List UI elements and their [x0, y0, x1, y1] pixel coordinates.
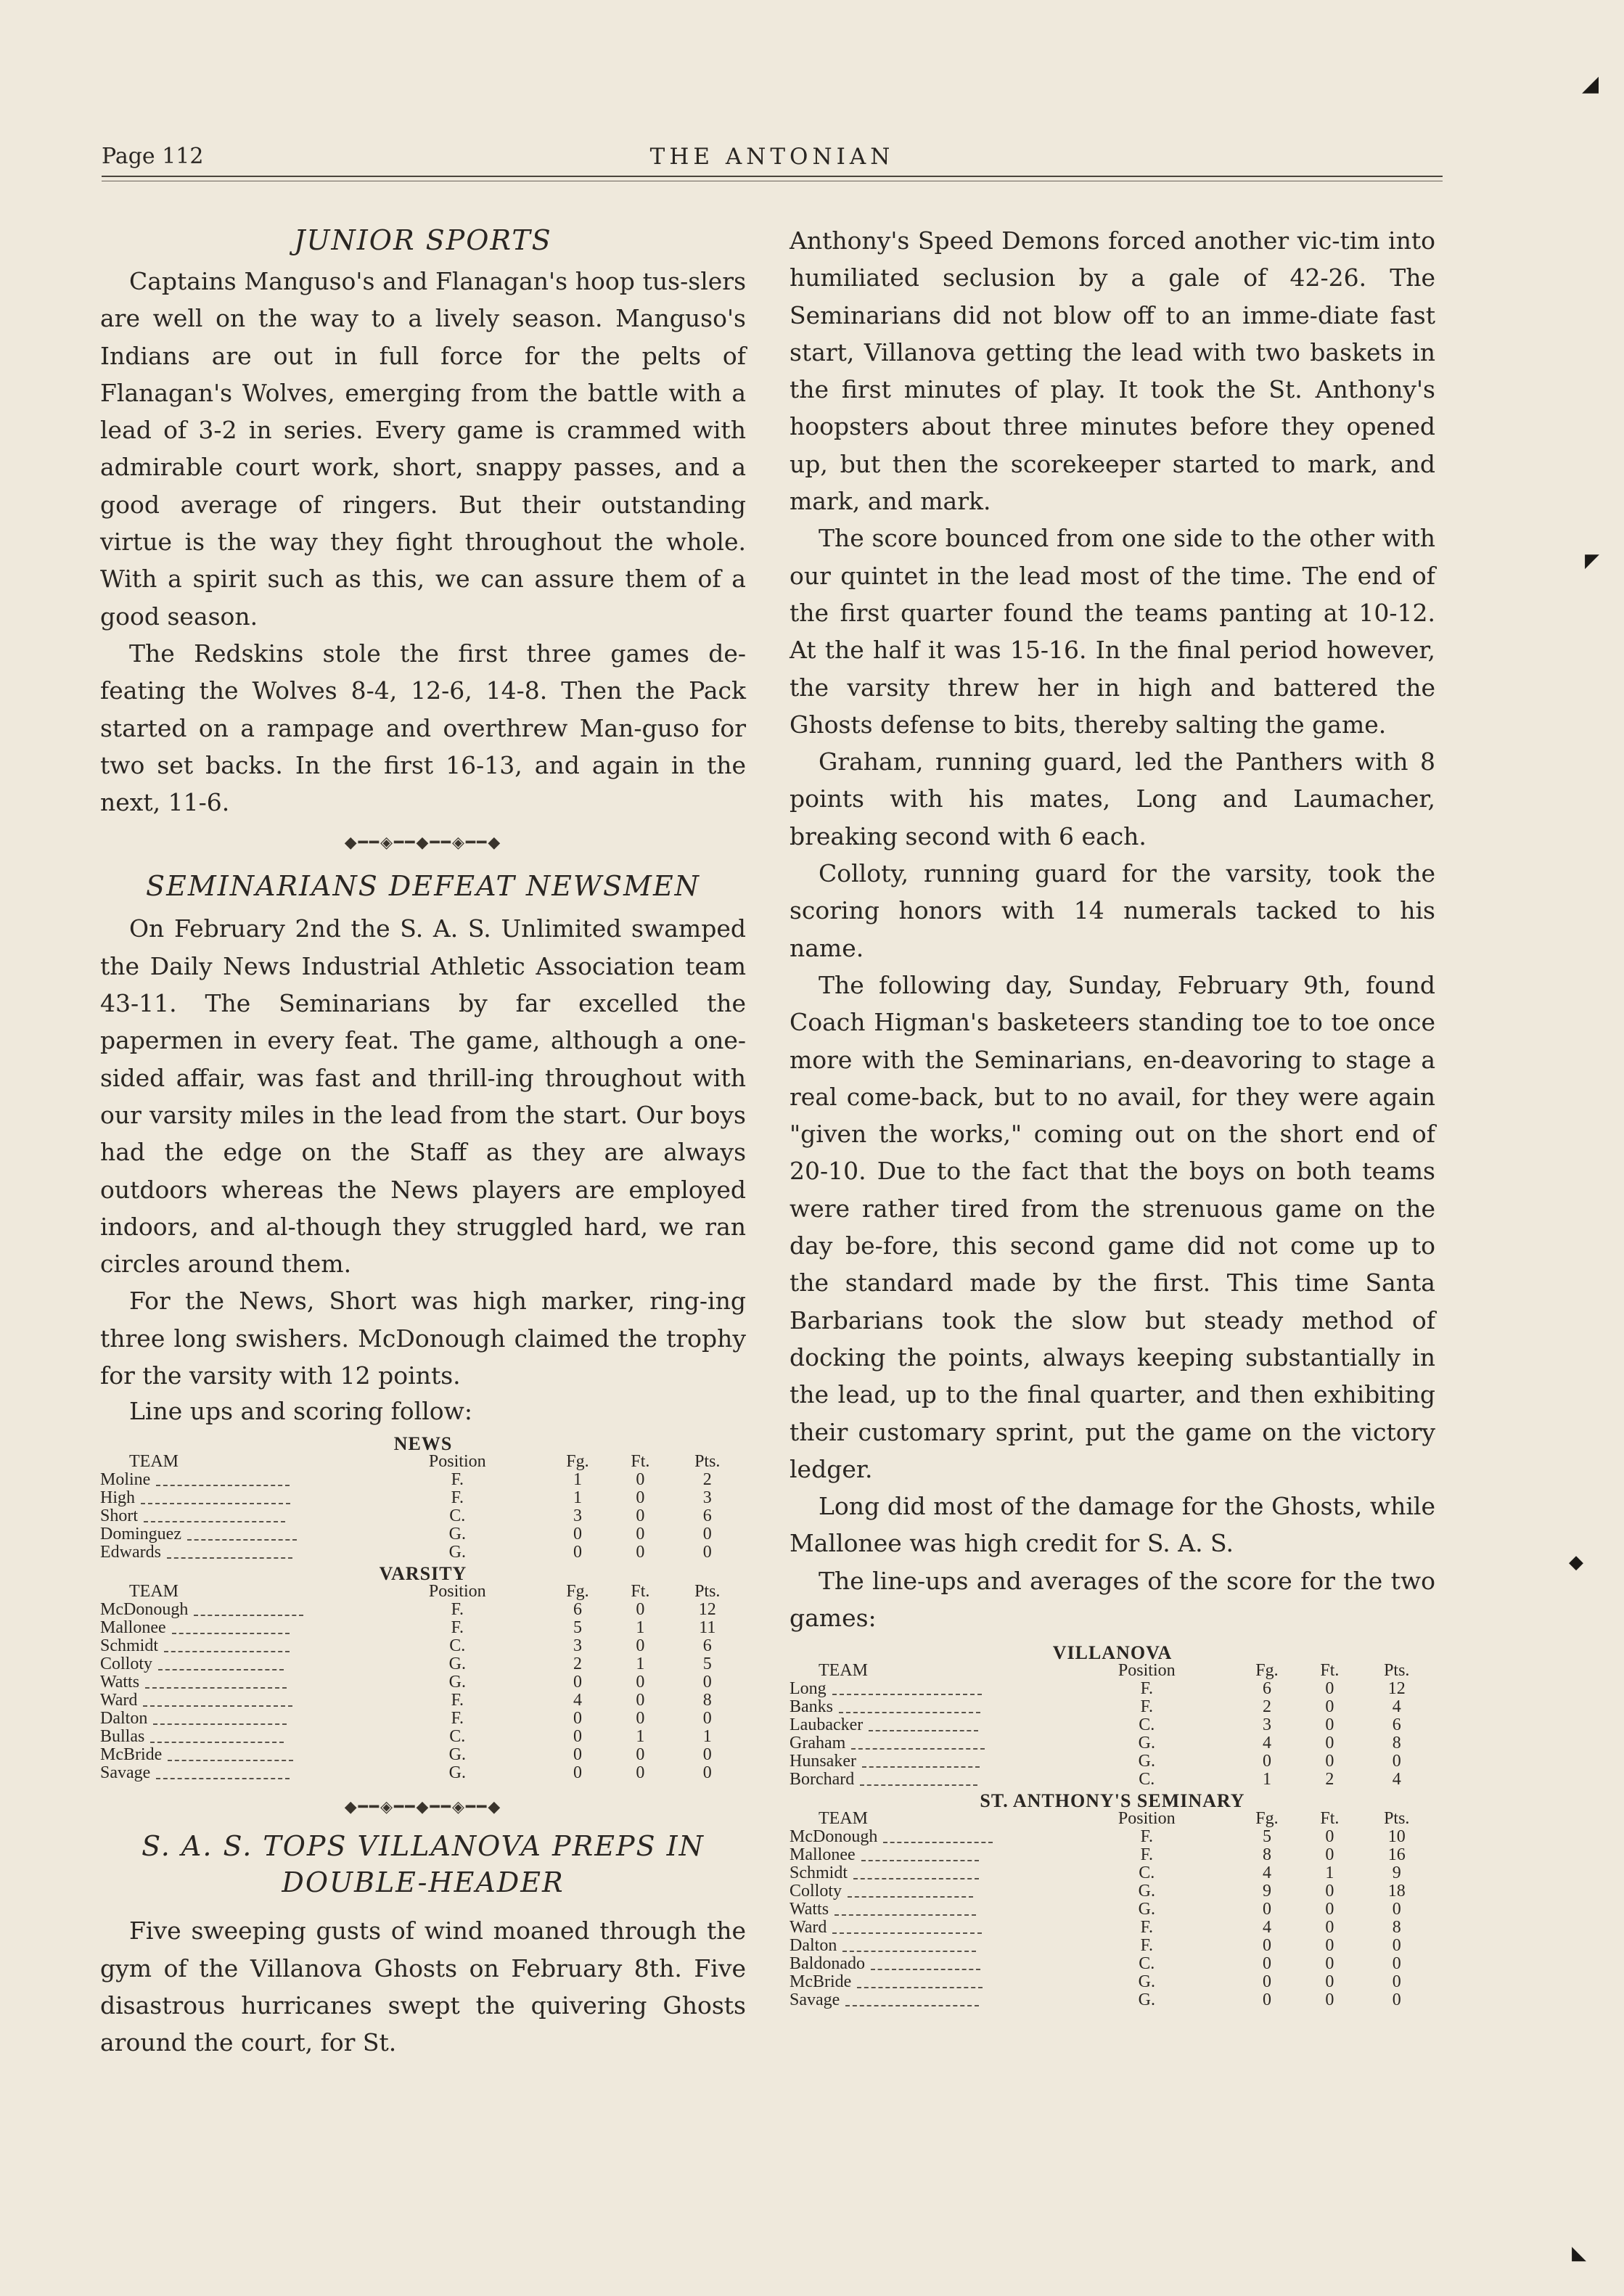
villanova-title-line1: S. A. S. TOPS VILLANOVA PREPS IN — [142, 1830, 705, 1863]
player-name-cell: Moline — [100, 1471, 372, 1489]
stat-cell: 4 — [1262, 1864, 1271, 1883]
leader-dots — [861, 1851, 979, 1861]
scan-speck: ◤ — [1585, 550, 1599, 572]
stat-cell: 1 — [636, 1618, 645, 1638]
table-header-row — [790, 1662, 1435, 1680]
stat-cell: 0 — [1262, 1752, 1271, 1771]
stat-cell: 0 — [573, 1673, 582, 1692]
table-header-cell: TEAM — [129, 1582, 179, 1602]
player-name-cell: McDonough — [790, 1828, 1061, 1846]
stat-cell: 5 — [1262, 1827, 1271, 1847]
stat-cell: C. — [1139, 1864, 1155, 1883]
table-row — [100, 1601, 746, 1619]
table-row — [790, 1716, 1435, 1734]
table-header-cell: Position — [1117, 1661, 1176, 1681]
stat-cell: F. — [1140, 1936, 1153, 1956]
stat-cell: 3 — [573, 1506, 582, 1526]
leader-dots — [167, 1549, 292, 1559]
player-name-cell: Savage — [100, 1764, 372, 1782]
stat-cell: 0 — [1325, 1827, 1334, 1847]
player-name-cell: Watts — [790, 1901, 1061, 1919]
table-row — [100, 1692, 746, 1710]
player-name-cell: Dalton — [790, 1937, 1061, 1955]
table-row — [100, 1507, 746, 1525]
stat-cell: 2 — [1262, 1697, 1271, 1717]
player-name-cell: Hunsaker — [790, 1752, 1061, 1771]
stat-cell: 0 — [636, 1763, 645, 1783]
stat-cell: 16 — [1387, 1845, 1406, 1865]
table-row — [100, 1728, 746, 1746]
stat-cell: 4 — [1392, 1697, 1401, 1717]
table-row — [790, 1771, 1435, 1789]
stat-cell: 0 — [1392, 1954, 1401, 1974]
leader-dots — [145, 1678, 287, 1689]
stat-cell: G. — [448, 1673, 466, 1692]
stat-cell: G. — [448, 1543, 466, 1562]
stat-cell: 0 — [573, 1745, 582, 1765]
table-header-cell: Fg. — [1255, 1661, 1279, 1681]
player-name-cell: Baldonado — [790, 1955, 1061, 1973]
stat-cell: F. — [1140, 1827, 1153, 1847]
stat-cell: 0 — [636, 1506, 645, 1526]
table-row — [100, 1746, 746, 1764]
stat-cell: 6 — [573, 1600, 582, 1620]
table-row — [790, 1991, 1435, 2009]
stat-cell: C. — [1139, 1954, 1155, 1974]
stat-cell: 0 — [636, 1470, 645, 1490]
leader-dots — [150, 1733, 284, 1743]
leader-dots — [832, 1685, 982, 1695]
seminarians-paragraph: On February 2nd the S. A. S. Unlimited swamped the Daily News Industrial Athletic Association team 43-11. The Seminarians by far excelled the papermen in every feat. The game, although a one-sided affair, was fast and thrill-ing throughout with our varsity miles in the lead from the start. Our boys had the edge on the Staff as they are always outdoors whereas the News players are employed indoors, and al-though they struggled hard, we ran circles around them. — [100, 914, 746, 1279]
stat-cell: G. — [448, 1525, 466, 1544]
stat-cell: C. — [449, 1506, 466, 1526]
player-name-cell: Mallonee — [100, 1619, 372, 1637]
table-header-row — [100, 1453, 746, 1471]
stat-cell: 1 — [636, 1727, 645, 1747]
stat-cell: G. — [1138, 1900, 1155, 1919]
player-name-cell: Long — [790, 1680, 1061, 1698]
leader-dots — [857, 1978, 983, 1988]
stat-cell: F. — [1140, 1697, 1153, 1717]
scan-speck: ◢ — [1582, 71, 1599, 97]
stat-cell: 5 — [702, 1655, 712, 1674]
table-caption: NEWS — [393, 1433, 453, 1455]
stat-cell: C. — [1139, 1770, 1155, 1789]
stat-cell: G. — [1138, 1752, 1155, 1771]
leader-dots — [848, 1887, 973, 1898]
stat-cell: 0 — [702, 1745, 712, 1765]
stat-cell: 3 — [702, 1488, 712, 1508]
stat-cell: 0 — [1325, 1882, 1334, 1901]
table-header-row — [790, 1810, 1435, 1828]
leader-dots — [156, 1476, 290, 1486]
villanova-paragraph: Anthony's Speed Demons forced another vic-tim into humiliated seclusion by a gale of 42-26. The Seminarians did not blow off to an imme-diate fast start, Villanova getting the lead with two baskets in the first minutes of play. It took the St. Anthony's hoopsters about three minutes before they opened up, but then the scorekeeper started to mark, and mark, and mark. — [790, 226, 1435, 516]
leader-dots — [871, 1960, 980, 1970]
table-header-cell: Pts. — [694, 1582, 721, 1602]
stat-cell: 0 — [702, 1543, 712, 1562]
varsity-stats-table — [100, 1565, 746, 1782]
stat-cell: 0 — [1325, 1697, 1334, 1717]
stat-cell: 11 — [699, 1618, 716, 1638]
table-row — [790, 1828, 1435, 1846]
leader-dots — [153, 1715, 287, 1725]
stat-cell: 6 — [1262, 1679, 1271, 1699]
stat-cell: 0 — [636, 1543, 645, 1562]
leader-dots — [172, 1624, 290, 1634]
player-name-cell: McBride — [790, 1973, 1061, 1991]
table-row — [100, 1673, 746, 1692]
stat-cell: F. — [451, 1600, 464, 1620]
stat-cell: 0 — [1392, 1936, 1401, 1956]
table-header-cell: Ft. — [631, 1452, 650, 1472]
stat-cell: 0 — [1325, 1679, 1334, 1699]
stat-cell: 4 — [1262, 1734, 1271, 1753]
stat-cell: 5 — [573, 1618, 582, 1638]
stat-cell: 1 — [573, 1470, 582, 1490]
right-column — [790, 222, 1435, 2009]
player-name-cell: Savage — [790, 1991, 1061, 2009]
player-name-cell: Bullas — [100, 1728, 372, 1746]
leader-dots — [832, 1924, 982, 1934]
table-header-cell: Ft. — [1320, 1661, 1340, 1681]
stat-cell: 3 — [573, 1636, 582, 1656]
leader-dots — [860, 1776, 977, 1786]
stat-cell: 1 — [636, 1655, 645, 1674]
table-row — [100, 1471, 746, 1489]
st-anthonys-stats-table — [790, 1792, 1435, 2009]
table-row — [100, 1764, 746, 1782]
player-name-cell: High — [100, 1489, 372, 1507]
seminarians-paragraph: For the News, Short was high marker, ring-ing three long swishers. McDonough claimed the trophy for the varsity with 12 points. — [100, 1287, 746, 1390]
stat-cell: F. — [1140, 1845, 1153, 1865]
villanova-stats-table — [790, 1644, 1435, 1789]
player-name-cell: Ward — [790, 1919, 1061, 1937]
stat-cell: 0 — [1325, 1972, 1334, 1992]
leader-dots — [168, 1751, 293, 1761]
stat-cell: G. — [448, 1745, 466, 1765]
table-header-cell: Position — [428, 1582, 486, 1602]
table-row — [790, 1937, 1435, 1955]
table-header-cell: TEAM — [819, 1809, 868, 1829]
stat-cell: F. — [451, 1691, 464, 1710]
stat-cell: 8 — [702, 1691, 712, 1710]
stat-cell: 2 — [1325, 1770, 1334, 1789]
table-row — [790, 1955, 1435, 1973]
table-header-cell: Pts. — [694, 1452, 721, 1472]
table-row — [100, 1655, 746, 1673]
table-row — [100, 1489, 746, 1507]
stat-cell: 0 — [702, 1763, 712, 1783]
stat-cell: 0 — [1392, 1752, 1401, 1771]
stat-cell: 0 — [636, 1709, 645, 1729]
table-header-cell: Ft. — [1320, 1809, 1340, 1829]
stat-cell: 0 — [636, 1691, 645, 1710]
stat-cell: F. — [451, 1488, 464, 1508]
stat-cell: G. — [1138, 1734, 1155, 1753]
table-header-cell: TEAM — [819, 1661, 868, 1681]
junior-sports-paragraph: Captains Manguso's and Flanagan's hoop tus-slers are well on the way to a lively season. Manguso's Indians are out in full force for the pelts of Flanagan's Wolves, emerging from the battle with a lead of 3-2 in series. Every game is crammed with admirable court work, short, snappy passes, and a good average of ringers. But their outstanding virtue is the way they fight throughout the whole. With a spirit such as this, we can assure them of a good season. — [100, 267, 746, 631]
leader-dots — [164, 1642, 290, 1652]
table-caption: ST. ANTHONY'S SEMINARY — [980, 1790, 1245, 1812]
stat-cell: 0 — [1262, 1936, 1271, 1956]
stat-cell: F. — [1140, 1679, 1153, 1699]
stat-cell: 4 — [573, 1691, 582, 1710]
table-caption: VILLANOVA — [1052, 1642, 1173, 1664]
stat-cell: 0 — [636, 1488, 645, 1508]
stat-cell: F. — [451, 1618, 464, 1638]
stat-cell: 0 — [1392, 1900, 1401, 1919]
table-row — [100, 1710, 746, 1728]
leader-dots — [839, 1703, 980, 1713]
stat-cell: 0 — [1325, 1734, 1334, 1753]
table-row — [790, 1901, 1435, 1919]
table-header-cell: Fg. — [566, 1452, 589, 1472]
stat-cell: 0 — [573, 1763, 582, 1783]
header-rule — [102, 176, 1443, 177]
table-row — [790, 1680, 1435, 1698]
stat-cell: C. — [449, 1636, 466, 1656]
player-name-cell: Mallonee — [790, 1846, 1061, 1864]
leader-dots — [834, 1906, 976, 1916]
villanova-paragraph: The following day, Sunday, February 9th, found Coach Higman's basketeers standing toe to toe once more with the Seminarians, en-deavoring to stage a real come-back, but to no avail, for they were again "given the works," coming out on the short end of 20-10. Due to the fact that the boys on both teams were rather tired from the strenuous game on the day be-fore, this second game did not come up to the standard made by the first. This time Santa Barbarians took the slow but steady method of docking the points, always keeping substantially in the lead, up to the final quarter, and then exhibiting their customary sprint, put the game on the victory ledger. — [790, 970, 1435, 1483]
table-row — [790, 1864, 1435, 1882]
stat-cell: 0 — [1262, 1900, 1271, 1919]
stat-cell: 4 — [1392, 1770, 1401, 1789]
villanova-paragraph: Long did most of the damage for the Ghosts, while Mallonee was high credit for S. A. S. — [790, 1492, 1435, 1558]
junior-sports-title: JUNIOR SPORTS — [294, 224, 552, 256]
stat-cell: 0 — [1392, 1972, 1401, 1992]
player-name-cell: Borchard — [790, 1771, 1061, 1789]
stat-cell: 10 — [1387, 1827, 1406, 1847]
villanova-paragraph: Colloty, running guard for the varsity, took the scoring honors with 14 numerals tacked to his name. — [790, 859, 1435, 962]
page-header — [102, 144, 1443, 173]
stat-cell: 0 — [702, 1709, 712, 1729]
table-row — [100, 1525, 746, 1543]
stat-cell: 0 — [1262, 1990, 1271, 2010]
page-number: Page 112 — [102, 144, 204, 169]
stat-cell: 9 — [1262, 1882, 1271, 1901]
stat-cell: 8 — [1392, 1918, 1401, 1938]
scan-speck: ◆ — [1569, 1551, 1583, 1573]
stat-cell: C. — [449, 1727, 466, 1747]
stat-cell: 6 — [702, 1506, 712, 1526]
table-header-cell: Position — [1117, 1809, 1176, 1829]
player-name-cell: McDonough — [100, 1601, 372, 1619]
stat-cell: 0 — [636, 1745, 645, 1765]
villanova-paragraph: The line-ups and averages of the score for the two games: — [790, 1566, 1435, 1632]
villanova-paragraph: Graham, running guard, led the Panthers with 8 points with his mates, Long and Laumacher, breaking second with 6 each. — [790, 747, 1435, 850]
leader-dots — [862, 1758, 980, 1768]
stat-cell: G. — [1138, 1882, 1155, 1901]
player-name-cell: Dominguez — [100, 1525, 372, 1543]
stat-cell: G. — [448, 1655, 466, 1674]
stat-cell: 0 — [1325, 1900, 1334, 1919]
player-name-cell: Edwards — [100, 1543, 372, 1562]
table-header-cell: Fg. — [1255, 1809, 1279, 1829]
stat-cell: 0 — [702, 1525, 712, 1544]
leader-dots — [144, 1512, 285, 1522]
stat-cell: 0 — [1325, 1936, 1334, 1956]
stat-cell: 0 — [1325, 1990, 1334, 2010]
player-name-cell: Colloty — [100, 1655, 372, 1673]
stat-cell: 12 — [698, 1600, 716, 1620]
lineups-intro: Line ups and scoring follow: — [129, 1397, 472, 1426]
stat-cell: 0 — [636, 1636, 645, 1656]
table-header-cell: Pts. — [1384, 1661, 1410, 1681]
stat-cell: F. — [451, 1709, 464, 1729]
stat-cell: 1 — [573, 1488, 582, 1508]
leader-dots — [842, 1942, 976, 1952]
stat-cell: 0 — [1325, 1752, 1334, 1771]
table-row — [100, 1637, 746, 1655]
table-row — [790, 1734, 1435, 1752]
table-row — [790, 1919, 1435, 1937]
player-name-cell: Short — [100, 1507, 372, 1525]
stat-cell: G. — [1138, 1990, 1155, 2010]
stat-cell: 12 — [1387, 1679, 1406, 1699]
stat-cell: 0 — [1325, 1918, 1334, 1938]
player-name-cell: Banks — [790, 1698, 1061, 1716]
stat-cell: 0 — [573, 1727, 582, 1747]
leader-dots — [187, 1530, 297, 1541]
stat-cell: 0 — [1262, 1954, 1271, 1974]
table-header-cell: Pts. — [1384, 1809, 1410, 1829]
section-divider-ornament: ◆━━◈━━◆━━◈━━◆ — [344, 1798, 502, 1817]
player-name-cell: Graham — [790, 1734, 1061, 1752]
stat-cell: F. — [451, 1470, 464, 1490]
stat-cell: 0 — [702, 1673, 712, 1692]
player-name-cell: Dalton — [100, 1710, 372, 1728]
stat-cell: 1 — [702, 1727, 712, 1747]
leader-dots — [851, 1739, 985, 1750]
player-name-cell: Watts — [100, 1673, 372, 1692]
leader-dots — [845, 1996, 979, 2006]
stat-cell: 9 — [1392, 1864, 1401, 1883]
stat-cell: F. — [1140, 1918, 1153, 1938]
stat-cell: 0 — [573, 1543, 582, 1562]
table-row — [100, 1619, 746, 1637]
table-row — [790, 1752, 1435, 1771]
stat-cell: 0 — [1325, 1954, 1334, 1974]
scan-speck: ◣ — [1572, 2242, 1586, 2264]
table-row — [790, 1882, 1435, 1901]
stat-cell: 0 — [636, 1600, 645, 1620]
leader-dots — [869, 1721, 978, 1731]
section-divider-ornament: ◆━━◈━━◆━━◈━━◆ — [344, 834, 502, 853]
stat-cell: G. — [448, 1763, 466, 1783]
leader-dots — [156, 1769, 290, 1779]
table-header-cell: Position — [428, 1452, 486, 1472]
junior-sports-paragraph: The Redskins stole the first three games de-feating the Wolves 8-4, 12-6, 14-8. Then the Pack started on a rampage and overthrew Man-guso for two set backs. In the first 16-13, and again in the next, 11-6. — [100, 639, 746, 817]
stat-cell: 8 — [1262, 1845, 1271, 1865]
stat-cell: 0 — [573, 1709, 582, 1729]
stat-cell: 0 — [573, 1525, 582, 1544]
leader-dots — [141, 1494, 290, 1504]
stat-cell: 1 — [1262, 1770, 1271, 1789]
stat-cell: 18 — [1387, 1882, 1406, 1901]
table-row — [100, 1543, 746, 1562]
masthead: THE ANTONIAN — [649, 144, 895, 170]
table-row — [790, 1973, 1435, 1991]
player-name-cell: Schmidt — [100, 1637, 372, 1655]
stat-cell: 0 — [636, 1525, 645, 1544]
table-header-row — [100, 1583, 746, 1601]
stat-cell: 0 — [636, 1673, 645, 1692]
stat-cell: 3 — [1262, 1715, 1271, 1735]
stat-cell: 6 — [1392, 1715, 1401, 1735]
table-row — [790, 1698, 1435, 1716]
stat-cell: 4 — [1262, 1918, 1271, 1938]
table-row — [790, 1846, 1435, 1864]
player-name-cell: Ward — [100, 1692, 372, 1710]
table-header-cell: TEAM — [129, 1452, 179, 1472]
leader-dots — [883, 1833, 993, 1843]
player-name-cell: McBride — [100, 1746, 372, 1764]
stat-cell: G. — [1138, 1972, 1155, 1992]
stat-cell: 1 — [1325, 1864, 1334, 1883]
villanova-paragraph: Five sweeping gusts of wind moaned through the gym of the Villanova Ghosts on February 8th. Five disastrous hurricanes swept the quivering Ghosts around the court, for St. — [100, 1916, 746, 2057]
leader-dots — [158, 1660, 284, 1670]
seminarians-title: SEMINARIANS DEFEAT NEWSMEN — [146, 870, 700, 903]
stat-cell: 0 — [1325, 1845, 1334, 1865]
leader-dots — [194, 1606, 303, 1616]
leader-dots — [853, 1869, 979, 1879]
table-header-cell: Ft. — [631, 1582, 650, 1602]
stat-cell: 0 — [1392, 1990, 1401, 2010]
leader-dots — [143, 1697, 292, 1707]
player-name-cell: Colloty — [790, 1882, 1061, 1901]
left-column — [100, 222, 746, 2062]
stat-cell: 6 — [702, 1636, 712, 1656]
villanova-paragraph: The score bounced from one side to the other with our quintet in the lead most of the time. The end of the first quarter found the teams panting at 10-12. At the half it was 15-16. In the final period however, the varsity threw her in high and battered the Ghosts defense to bits, thereby salting the game. — [790, 524, 1435, 739]
stat-cell: C. — [1139, 1715, 1155, 1735]
stat-cell: 8 — [1392, 1734, 1401, 1753]
stat-cell: 0 — [1325, 1715, 1334, 1735]
stat-cell: 0 — [1262, 1972, 1271, 1992]
stat-cell: 2 — [702, 1470, 712, 1490]
news-stats-table — [100, 1435, 746, 1562]
stat-cell: 2 — [573, 1655, 582, 1674]
table-caption: VARSITY — [379, 1563, 467, 1585]
villanova-title-line2: DOUBLE-HEADER — [282, 1866, 565, 1899]
player-name-cell: Laubacker — [790, 1716, 1061, 1734]
table-header-cell: Fg. — [566, 1582, 589, 1602]
player-name-cell: Schmidt — [790, 1864, 1061, 1882]
